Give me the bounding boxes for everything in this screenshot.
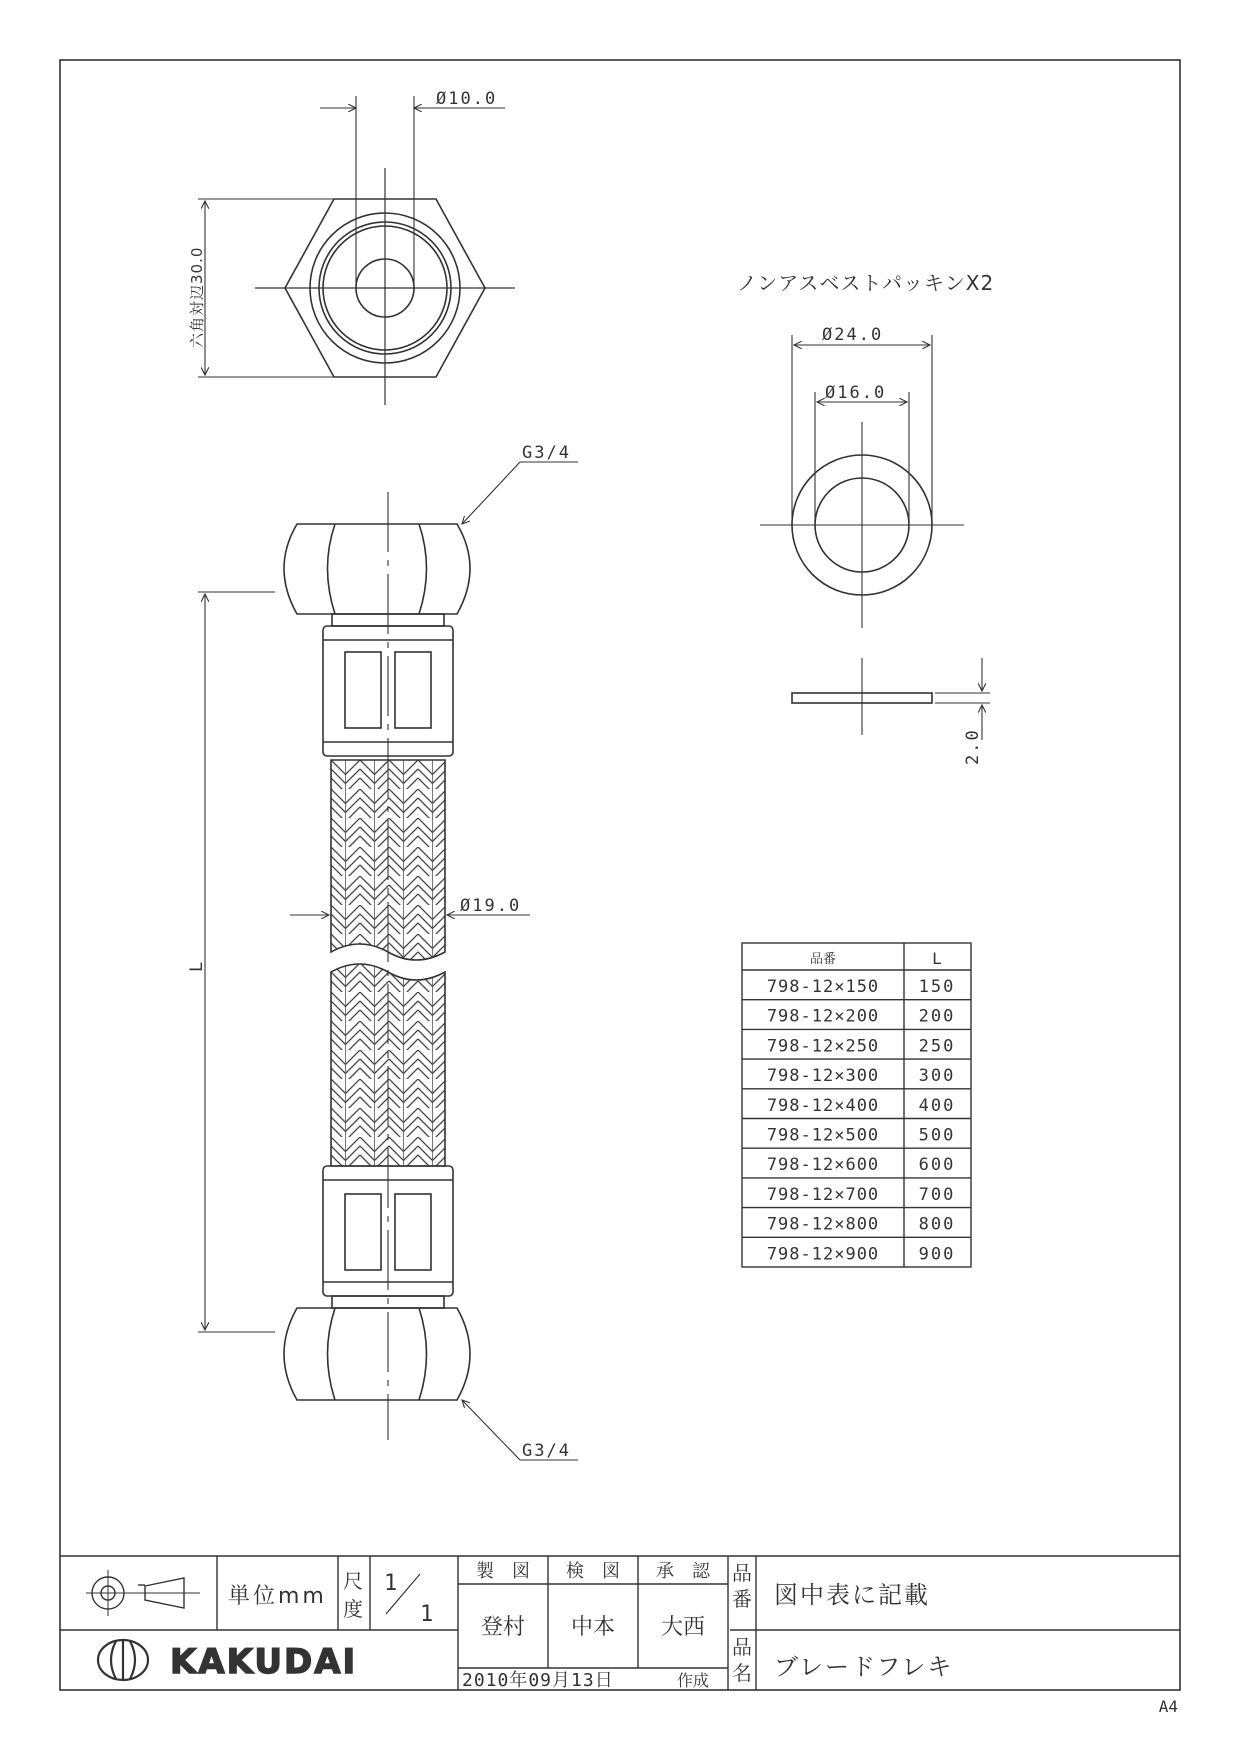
table-cell-length: 300 — [918, 1066, 956, 1087]
thread-top-leader — [462, 462, 520, 524]
scale-label-1: 尺 — [343, 1569, 363, 1593]
table-cell-part: 798-12×600 — [766, 1155, 880, 1176]
table-cell-length: 200 — [918, 1006, 956, 1027]
table-cell-part: 798-12×150 — [766, 977, 880, 997]
scale-num: 1 — [384, 1571, 398, 1596]
top-view — [198, 96, 515, 405]
part-no-label-1: 品 — [732, 1561, 752, 1585]
kakudai-logo-mark — [98, 1640, 148, 1680]
part-name-label-1: 品 — [732, 1635, 752, 1659]
drawn-by: 登村 — [480, 1615, 526, 1640]
thread-bottom-text: G3/4 — [522, 1441, 571, 1461]
checked-by: 中本 — [570, 1615, 616, 1640]
part-no-label-2: 番 — [732, 1587, 752, 1611]
approved-label: 承 認 — [656, 1561, 710, 1582]
table-cell-part: 798-12×300 — [766, 1066, 880, 1087]
scale-label-2: 度 — [343, 1597, 363, 1621]
bottom-nut — [284, 1308, 470, 1400]
scale-den: 1 — [420, 1602, 434, 1627]
table-cell-length: 600 — [918, 1155, 956, 1176]
part-name-value: ブレードフレキ — [774, 1653, 954, 1681]
table-cell-part: 798-12×250 — [766, 1036, 880, 1057]
hex-dim-text: 六角対辺30.0 — [188, 246, 206, 348]
table-cell-length: 900 — [918, 1244, 956, 1265]
table-cell-length: 700 — [918, 1184, 956, 1205]
created-label: 作成 — [677, 1671, 710, 1690]
outer-dim-text: Ø24.0 — [822, 325, 884, 345]
thread-top-text: G3/4 — [522, 443, 571, 463]
thickness-dim-text: 2.0 — [963, 728, 983, 765]
table-rows — [767, 977, 956, 1264]
sheet-border — [60, 60, 1180, 1690]
sheet-size: A4 — [1158, 1697, 1178, 1716]
braid-dim-text: Ø19.0 — [460, 896, 522, 916]
table-cell-part: 798-12×400 — [766, 1095, 880, 1116]
table-cell-part: 798-12×500 — [766, 1125, 880, 1146]
table-cell-part: 798-12×200 — [766, 1006, 880, 1027]
checked-label: 検 図 — [566, 1561, 620, 1582]
thread-bottom-leader — [462, 1400, 520, 1460]
table-header-length: L — [932, 949, 942, 968]
drawn-label: 製 図 — [476, 1561, 530, 1582]
approved-by: 大西 — [660, 1615, 706, 1640]
table-cell-part: 798-12×800 — [766, 1214, 880, 1235]
table-header-part: 品番 — [809, 952, 837, 967]
table-cell-length: 150 — [918, 977, 956, 997]
part-no-value: 図中表に記載 — [774, 1581, 930, 1609]
brand-name: KAKUDAI — [170, 1642, 358, 1682]
length-dim-text: L — [187, 961, 207, 972]
date-text: 2010年09月13日 — [462, 1670, 614, 1691]
table-cell-length: 400 — [918, 1095, 956, 1116]
bore-dim-text: Ø10.0 — [436, 89, 498, 109]
part-name-label-2: 名 — [732, 1661, 752, 1685]
table-cell-length: 800 — [918, 1214, 956, 1235]
table-cell-part: 798-12×700 — [766, 1184, 880, 1205]
unit-text: 単位mm — [228, 1584, 327, 1609]
packing-title: ノンアスベストパッキンX2 — [737, 271, 995, 295]
hose-view — [198, 462, 578, 1460]
table-cell-length: 500 — [918, 1125, 956, 1146]
inner-dim-text: Ø16.0 — [825, 383, 887, 403]
top-nut — [284, 524, 470, 614]
table-cell-part: 798-12×900 — [766, 1244, 880, 1265]
table-cell-length: 250 — [918, 1036, 956, 1057]
